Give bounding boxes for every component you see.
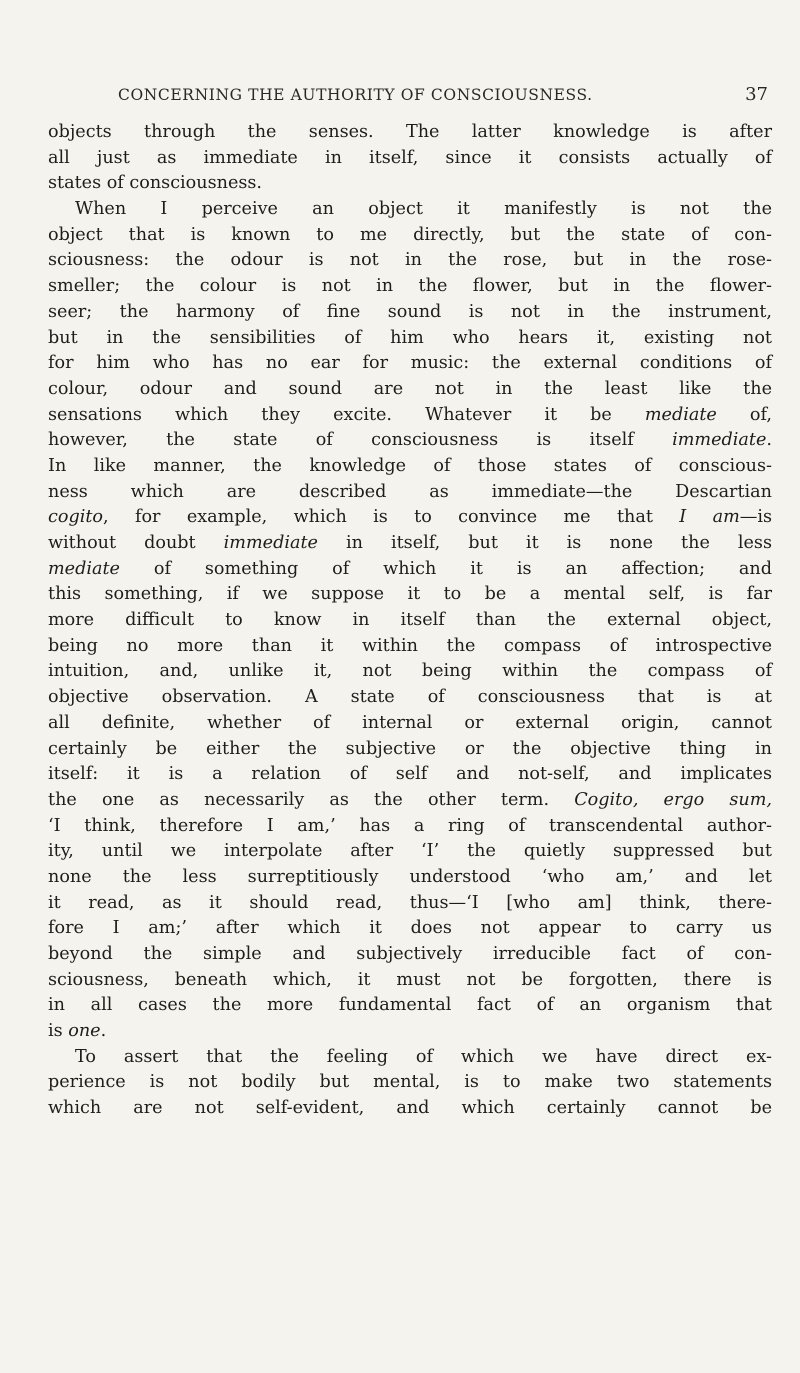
text-line: In like manner, the knowledge of those states of conscious- (48, 455, 772, 476)
text-line: however, the state of consciousness is itself immediate. (48, 430, 772, 451)
text-line: To assert that the feeling of which we have direct ex- (75, 1046, 772, 1067)
text-line: objects through the senses. The latter knowledge is after (48, 122, 772, 142)
text-line: none the less surreptitiously understood ‘who am,’ and let (48, 866, 772, 887)
text-line: objective observation. A state of consciousness that is at (48, 687, 772, 708)
text-line: certainly be either the subjective or the objective thing in (48, 738, 772, 759)
text-line: colour, odour and sound are not in the least like the (48, 378, 772, 399)
text-line: itself: it is a relation of self and not-self, and implicates (48, 764, 772, 785)
text-line: perience is not bodily but mental, is to make two statements (48, 1072, 772, 1093)
text-line: sensations which they excite. Whatever it be mediate of, (48, 404, 772, 425)
text-line: object that is known to me directly, but the state of con- (48, 224, 772, 245)
text-line: this something, if we suppose it to be a mental self, is far (48, 584, 772, 605)
text-line: all just as immediate in itself, since it consists actually of (48, 147, 772, 168)
text-line: which are not self-evident, and which certainly cannot be (48, 1098, 772, 1119)
text-line: it read, as it should read, thus—‘I [who am] think, there- (48, 892, 772, 913)
text-line: cogito, for example, which is to convince me that I am—is (48, 507, 772, 528)
text-line: the one as necessarily as the other term. Cogito, ergo sum, (48, 789, 772, 810)
text-line: seer; the harmony of fine sound is not in the instrument, (48, 301, 772, 322)
text-line: is one. (48, 1021, 107, 1042)
text-line: beyond the simple and subjectively irreducible fact of con- (48, 944, 772, 964)
text-line: smeller; the colour is not in the flower, but in the flower- (48, 276, 772, 297)
text-line: all definite, whether of internal or external origin, cannot (48, 712, 772, 733)
text-line: sciousness, beneath which, it must not be forgotten, there is (48, 969, 772, 990)
text-line: ity, until we interpolate after ‘I’ the quietly suppressed but (48, 841, 772, 862)
text-line: sciousness: the odour is not in the rose, but in the rose- (48, 250, 772, 271)
text-line: without doubt immediate in itself, but it is none the less (48, 533, 772, 553)
text-line: ‘I think, therefore I am,’ has a ring of transcendental author- (48, 815, 772, 836)
text-line: more difficult to know in itself than the external object, (48, 610, 772, 631)
text-line: for him who has no ear for music: the external conditions of (48, 353, 772, 374)
text-line: When I perceive an object it manifestly is not the (75, 199, 772, 220)
running-title: CONCERNING THE AUTHORITY OF CONSCIOUSNESS. (118, 86, 593, 104)
text-line: mediate of something of which it is an affection; and (48, 558, 772, 579)
running-head (88, 86, 768, 110)
text-line: intuition, and, unlike it, not being within the compass of (48, 661, 772, 682)
text-line: states of consciousness. (48, 173, 263, 194)
text-line: but in the sensibilities of him who hears it, existing not (48, 327, 772, 348)
text-line: in all cases the more fundamental fact of an organism that (48, 995, 772, 1016)
text-line: ness which are described as immediate—the Descartian (48, 481, 772, 502)
page-number: 37 (745, 84, 768, 105)
text-line: being no more than it within the compass of introspective (48, 635, 772, 656)
body-text (48, 120, 772, 1122)
text-line: fore I am;’ after which it does not appear to carry us (48, 918, 772, 939)
